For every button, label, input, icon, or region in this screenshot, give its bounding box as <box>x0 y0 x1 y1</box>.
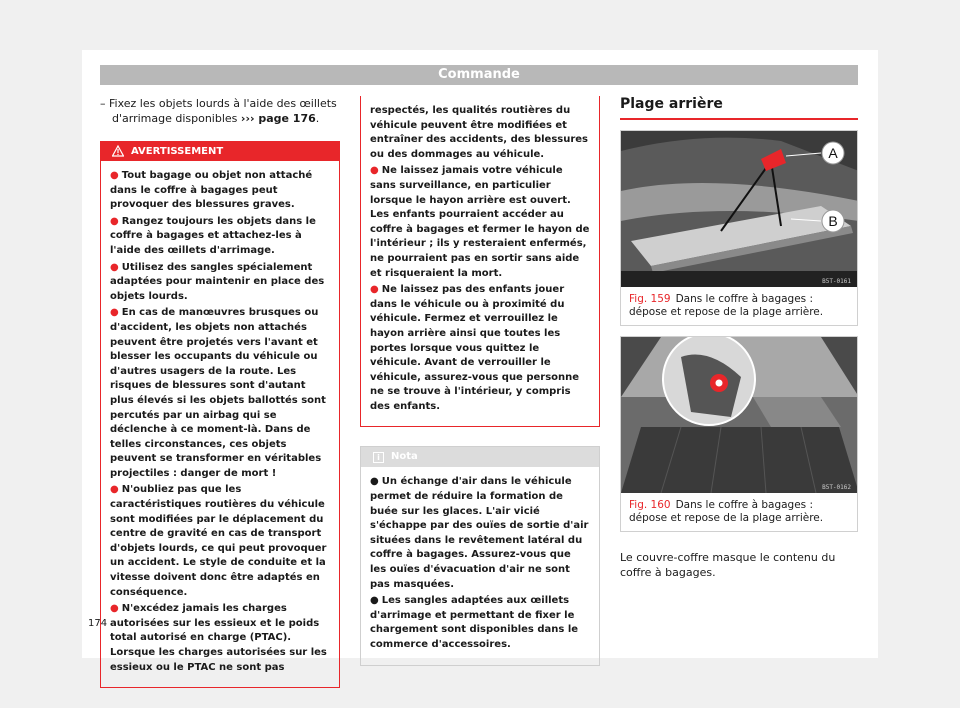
note-item: ● Les sangles adaptées aux œillets d'arrimage et permettant de fixer le chargement sont disponibles dans le commerce d'accessoires. <box>370 595 579 650</box>
note-body <box>361 467 599 664</box>
dash: – <box>100 97 106 110</box>
figure-160-caption <box>621 493 857 531</box>
warning-item: ● Tout bagage ou objet non attaché dans le coffre à bagages peut provoquer des blessures graves. <box>110 170 313 211</box>
warning-item: ● Ne laissez jamais votre véhicule sans surveillance, en particulier lorsque le hayon arrière est ouvert. Les enfants pourraient accéder au coffre à bagages et fermer le hayon de l'intérieur ; ils y resteraient enfermés, ne pourraient pas en sortir sans aide et risqueraient la mort. <box>370 165 590 279</box>
warning-item: ● Utilisez des sangles spécialement adaptées pour maintenir en place des objets lourds. <box>110 261 325 302</box>
figure-number: Fig. 159 <box>629 293 671 305</box>
label-a: A <box>828 145 838 161</box>
figure-159 <box>620 130 858 326</box>
label-b: B <box>828 213 838 229</box>
column-right <box>620 96 858 580</box>
caption-text: Dans le coffre à bagages : dépose et repose de la plage arrière. <box>629 293 824 318</box>
note-title: Nota <box>391 451 418 463</box>
section-title: Plage arrière <box>620 96 858 120</box>
caption-text: Dans le coffre à bagages : dépose et repose de la plage arrière. <box>629 499 824 524</box>
figure-number: Fig. 160 <box>629 499 671 511</box>
page-number: 174 <box>88 618 108 629</box>
note-box <box>360 446 600 665</box>
warning-item: ● N'excédez jamais les charges autorisées sur les essieux et le poids total autorisé en charge (PTAC). Lorsque les charges autorisées sur les essieux ou le PTAC ne sont pas <box>110 603 327 673</box>
figure-160 <box>620 336 858 532</box>
warning-item: ● Rangez toujours les objets dans le coffre à bagages et attachez-les à l'aide des œillets d'arrimage. <box>110 215 316 256</box>
intro-paragraph <box>100 96 340 126</box>
info-icon: i <box>373 452 384 463</box>
warning-item: ● En cas de manœuvres brusques ou d'accident, les objets non attachés peuvent être projetés vers l'avant et blesser les occupants du véhicule ou d'autres usagers de la route. Les risques de blessures sont d'autant plus élevés si les objets ballottés sont percutés par un airbag qui se déclenche à ce moment-là. Dans de telles circonstances, ces objets peuvent se transformer en véritables projectiles : danger de mort ! <box>110 307 326 479</box>
trunk-parcel-shelf-illustration <box>621 131 857 287</box>
warning-continued-text: respectés, les qualités routières du véhicule peuvent être modifiées et entraîner des accidents, des blessures ou des dommages au véhicule. <box>370 105 589 160</box>
column-left <box>100 96 340 688</box>
figure-code: B5T-0162 <box>822 484 851 491</box>
trunk-interior-illustration <box>621 337 857 493</box>
warning-item: ● N'oubliez pas que les caractéristiques routières du véhicule sont modifiées par le déplacement du centre de gravité en cas de transport d'objets lourds, ce qui peut provoquer un accident. Le style de conduite et la vitesse doivent donc être adaptés en conséquence. <box>110 484 327 598</box>
warning-item: ● Ne laissez pas des enfants jouer dans le véhicule ou à proximité du véhicule. Fermez et verrouillez le hayon arrière ainsi que toutes les portes lorsque vous quittez le véhicule. Avant de verrouiller le véhicule, assurez-vous que personne ne se trouve à l'intérieur, y compris des enfants. <box>370 284 580 412</box>
intro-end: . <box>315 112 320 125</box>
warning-body <box>101 161 339 687</box>
note-item: ● Un échange d'air dans le véhicule permet de réduire la formation de buée sur les glaces. L'air vicié s'échappe par des ouïes de sortie d'air situées dans le revêtement latéral du coffre à bagages. Assurez-vous que les ouïes d'évacuation d'air ne sont pas masquées. <box>370 476 589 590</box>
page-reference-link[interactable]: ››› page 176 <box>240 112 316 125</box>
body-paragraph: Le couvre-coffre masque le contenu du coffre à bagages. <box>620 551 836 579</box>
figure-code: B5T-0161 <box>822 278 851 285</box>
figure-159-caption <box>621 287 857 325</box>
warning-title: AVERTISSEMENT <box>131 146 224 157</box>
intro-text: Fixez les objets lourds à l'aide des œillets d'arrimage disponibles <box>109 97 337 125</box>
figure-160-image <box>621 337 857 493</box>
warning-triangle-icon <box>112 145 124 157</box>
column-middle <box>360 96 600 666</box>
note-header <box>361 447 599 467</box>
page-header: Commande <box>100 65 858 85</box>
warning-box-continued <box>360 96 600 427</box>
warning-header <box>101 142 339 161</box>
warning-box <box>100 141 340 688</box>
figure-159-image <box>621 131 857 287</box>
